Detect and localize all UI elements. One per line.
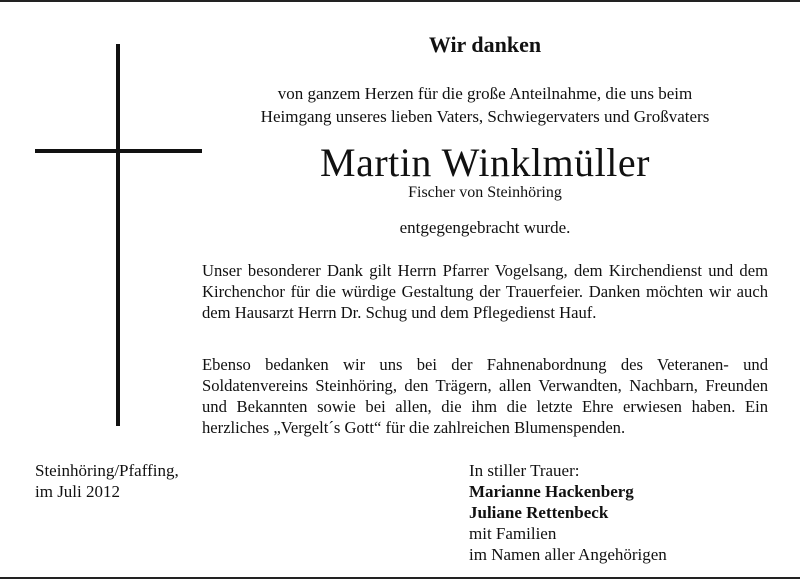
- intro-line: von ganzem Herzen für die große Anteilnahme, die uns beim: [277, 84, 693, 103]
- mourners-family: mit Familien: [469, 524, 557, 543]
- mourners-intro: In stiller Trauer:: [469, 461, 580, 480]
- deceased-name: Martin Winklmüller: [320, 140, 650, 185]
- intro-text: [200, 82, 770, 128]
- heading: Wir danken: [428, 32, 542, 57]
- mourners-block: [469, 460, 667, 565]
- place: Steinhöring/Pfaffing,: [35, 461, 179, 480]
- intro-line: Heimgang unseres lieben Vaters, Schwiegervaters und Großvaters: [260, 107, 710, 126]
- mourner-name: Juliane Rettenbeck: [469, 503, 609, 522]
- place-date: [35, 460, 179, 502]
- thanks-paragraph: Ebenso bedanken wir uns bei der Fahnenabordnung des Veteranen- und Soldatenvereins Steinhöring, den Trägern, allen Verwandten, Nachbarn, Freunden und Bekannten sowie bei allen, die ihm die letzte Ehre erwiesen haben. Ein herzliches „Vergelt´s Gott“ für die zahlreichen Blumenspenden.: [202, 355, 768, 437]
- mourner-name: Marianne Hackenberg: [469, 482, 634, 501]
- cross-icon-horizontal-beam: [35, 149, 202, 153]
- cross-icon-vertical-beam: [116, 44, 120, 426]
- thanks-paragraph: Unser besonderer Dank gilt Herrn Pfarrer Vogelsang, dem Kirchendienst und dem Kirchenchor für die würdige Gestaltung der Trauerfeier. Danken möchten wir auch dem Hausarzt Herrn Dr. Schug und dem Pflegedienst Hauf.: [202, 261, 768, 322]
- received-text: entgegengebracht wurde.: [399, 218, 571, 237]
- mourners-relatives: im Namen aller Angehörigen: [469, 545, 667, 564]
- date: im Juli 2012: [35, 482, 121, 501]
- deceased-occupation: Fischer von Steinhöring: [408, 184, 562, 201]
